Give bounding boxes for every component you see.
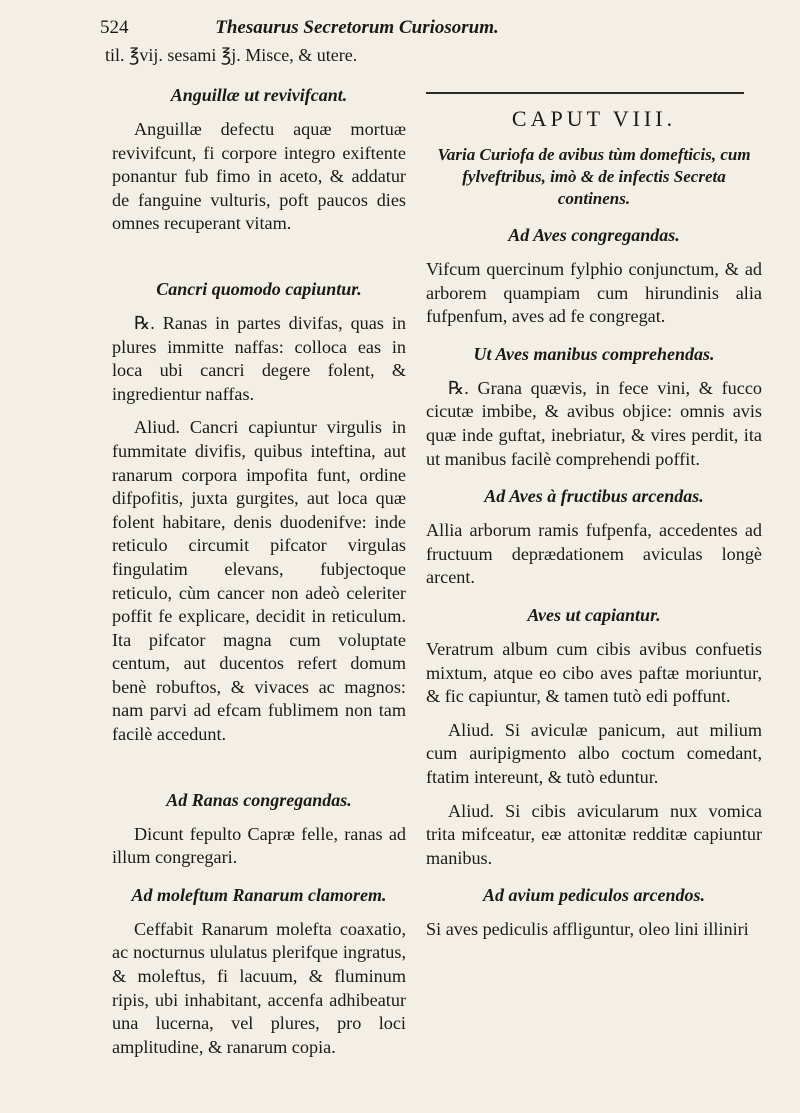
section-heading: Cancri quomodo capiuntur. — [156, 278, 362, 299]
page-number: 524 — [100, 17, 129, 38]
running-head — [100, 16, 790, 40]
chapter-title: Varia Curiofa de avibus tùm domefticis, cum fylveftribus, imò & de infectis Secreta continens. — [437, 145, 751, 208]
section-heading: Ad moleftum Ranarum clamorem. — [131, 884, 387, 905]
divider — [426, 92, 744, 94]
paragraph: Aliud. Si aviculæ panicum, aut milium cum auripigmento albo coctum comedant, ftatim intereunt, & tutò eduntur. — [426, 719, 762, 787]
right-column — [426, 70, 762, 952]
section-heading: Ad Aves congregandas. — [508, 225, 680, 245]
paragraph: Vifcum quercinum fylphio conjunctum, & ad arborem quampiam cum hirundinis alia fufpenfum, aves ad fe congregat. — [426, 259, 762, 327]
left-column — [112, 70, 406, 1069]
paragraph: Anguillæ defectu aquæ mortuæ revivifcunt, fi corpore integro exiftente ponantur fub fimo in aceto, & addatur de fanguine vulturis, poft paucos dies omnes recuperant vitam. — [112, 119, 406, 234]
section-heading: Ut Aves manibus comprehendas. — [473, 343, 715, 364]
section-heading: Ad avium pediculos arcendos. — [482, 885, 705, 906]
running-title: Thesaurus Secretorum Curiosorum. — [215, 17, 499, 38]
paragraph: Allia arborum ramis fufpenfa, accedentes ad fructuum deprædationem aviculas longè arcent. — [426, 520, 762, 588]
paragraph: Dicunt fepulto Capræ felle, ranas ad illum congregari. — [112, 823, 406, 868]
paragraph: ℞. Ranas in partes divifas, quas in plures immitte naffas: colloca eas in loca ubi cancri degere folent, & ingredientur naffas. — [112, 312, 406, 404]
carryover-line: til. ℥vij. sesami ℥j. Misce, & utere. — [105, 45, 358, 65]
section-heading: Ad Aves à fructibus arcendas. — [484, 486, 704, 507]
paragraph: Ceffabit Ranarum molefta coaxatio, ac nocturnus ululatus plerifque ingratus, & moleftus, fi lacuum, & fluminum ripis, ubi inhabitant, accenfa adhibeatur una lucerna, vel plures, pro loci amplitudine, & ranarum copia. — [112, 918, 406, 1057]
section-heading: Anguillæ ut revivifcant. — [170, 85, 348, 105]
paragraph: Aliud. Cancri capiuntur virgulis in fummitate divifis, quibus inteftina, aut ranarum corpora impofita funt, ordine difpofitis, juxta gurgites, aut loca quæ folent habitare, denis duodenifve: inde reticulo circumit pifcator virgulas fingulatim elevans, fubjectoque reticulo, cùm cancer non adeò celeriter poffit fe explicare, decidit in reticulum. Ita pifcator magna cum voluptate centum, aut ducentos refert domum benè robuftos, & vivaces ac magnos: nam parvi ad efcam fublimem non tam facilè accedunt. — [112, 417, 406, 745]
paragraph: ℞. Grana quævis, in fece vini, & fucco cicutæ imbibe, & avibus objice: omnis avis quæ inde guftat, inebriatur, & vires perdit, ita ut manibus facilè comprehendi poffit. — [426, 377, 762, 469]
section-heading: Ad Ranas congregandas. — [166, 789, 352, 810]
paragraph: Aliud. Si cibis avicularum nux vomica trita mifceatur, eæ attonitæ redditæ capiuntur manibus. — [426, 800, 762, 868]
paragraph: Si aves pediculis affliguntur, oleo lini illiniri — [426, 919, 749, 940]
chapter-number: CAPUT VIII. — [511, 106, 677, 131]
paragraph: Veratrum album cum cibis avibus confuetis mixtum, atque eo cibo aves paftæ moriuntur, & fic capiuntur, & tamen tutò edi poffunt. — [426, 638, 762, 707]
section-heading: Aves ut capiantur. — [527, 604, 661, 625]
